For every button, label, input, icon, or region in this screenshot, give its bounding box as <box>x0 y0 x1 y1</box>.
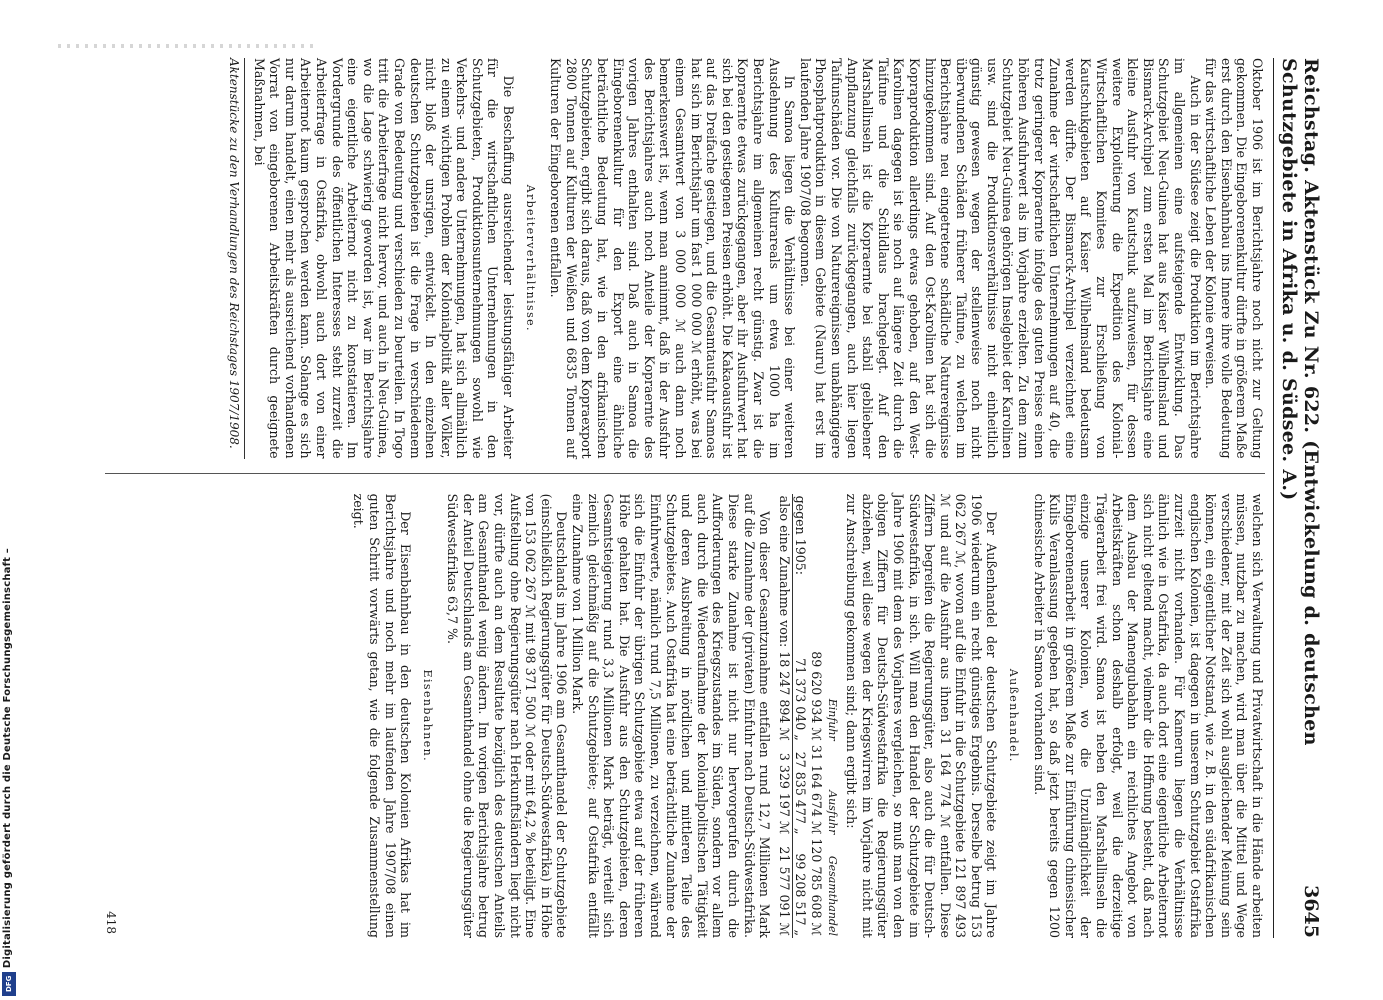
page-header <box>1273 58 1322 938</box>
table-cell: 99 208 517 „ <box>793 853 809 936</box>
page-number: 3645 <box>1300 885 1322 938</box>
table-header-cell: Ausfuhr <box>825 790 839 835</box>
table-header-row <box>824 494 840 938</box>
paragraph: Auch in der Südsee zeigt die Produktion im Berichtsjahre im allgemeinen eine aufsteigende Entwicklung. Das Schutzgebiet Neu-Guinea hat aus Kaiser Wilhelmsland und Bismarck-Archipel zum ersten Mal im Berichtsjahre eine kleine Ausfuhr von Kautschuk aufzuweisen, für dessen weitere Exploitierung die Expedition des Kolonial-Wirtschaftlichen Komitees zur Erschließung von Kautschukgebieten auf Kaiser Wilhelmsland bedeutsam werden dürfte. Der Bismarck-Archipel verzeichnet eine Zunahme der wirtschaftlichen Unternehmungen auf 40, die trotz geringerer Kopraernte infolge des guten Preises einen höheren Ausfuhrwert als im Vorjahre erzielten. Zu dem zum Schutzgebiet Neu-Guinea gehörigen Inselgebiet der Karolinen usw. sind die Produktionsverhältnisse nicht einheitlich günstig gewesen wegen der stellenweise noch nicht überwundenen Schäden früherer Taifune, zu welchen im Berichtsjahre neu eingetretene schädliche Naturereignisse hinzugekommen sind. Auf den Ost-Karolinen hat sich die Kopraproduktion allerdings etwas gehoben, auf den West-Karolinen dagegen ist sie noch auf längere Zeit durch die Taifune und die Schildlaus brachgelegt. Auf den Marshallinseln ist die Kopraernte bei stabil gebliebener Anpflanzung gleichfalls zurückgegangen, auch hier liegen Taifunschäden vor. Die von Naturereignissen unabhängigere Phosphatproduktion in diesem Gebiete (Nauru) hat erst im laufenden Jahre 1907/08 begonnen. <box>797 58 1203 459</box>
table-header-cell <box>824 494 840 650</box>
dfg-logo-icon: DFG <box>2 972 16 996</box>
table-row <box>792 494 808 938</box>
digitization-credit-strip <box>0 0 18 1000</box>
text-columns <box>105 58 1265 938</box>
table-cell <box>808 494 824 650</box>
table-row <box>776 494 792 938</box>
table-row <box>808 494 824 938</box>
table-cell: 27 835 477 „ <box>793 751 809 835</box>
right-column <box>105 494 1265 938</box>
paragraph: Oktober 1906 ist im Berichtsjahre noch nicht zur Geltung gekommen. Die Eingeborenenkultur dürfte in größerem Maße erst durch den Eisenbahnbau ins Innere ihre volle Bedeutung für das wirtschaftliche Leben der Kolonie erweisen. <box>1203 58 1265 459</box>
table-cell: 21 577 091 ℳ <box>776 836 792 938</box>
paragraph: Der Eisenbahnbau in den deutschen Kolonien Afrikas hat im Berichtsjahre und noch mehr im laufenden Jahre 1907/08 einen guten Schritt vorwärts getan, wie die folgende Zusammenstellung zeigt. <box>351 493 414 938</box>
section-heading-labor: Arbeiterverhältnisse. <box>523 184 537 332</box>
document-page <box>86 48 1326 948</box>
section-heading-trade: Außenhandel. <box>1007 668 1021 763</box>
paragraph: Deutschlands im Jahre 1906 am Gesamthandel der Schutzgebiete (einschließlich Regierungsgüter für Deutsch-Südwestafrika) in Höhe von 153 062 267 ℳ mit 98 371 500 ℳ oder mit 64,2 % beteiligt. Eine Aufstellung ohne Regierungsgüter nach Herkunftsländern liegt nicht vor, dürfte auch an dem Resultate bezüglich des deutschen Anteils am Gesamthandel wenig ändern. Im vorigen Berichtsjahre betrug der Anteil Deutschlands am Gesamthandel ohne die Regierungsgüter Südwestafrikas 63,7 %. <box>445 493 570 938</box>
footer-note: Aktenstücke zu den Verhandlungen des Reichstages 1907/1908. <box>225 58 245 459</box>
left-column <box>105 58 1265 474</box>
paragraph: Die Beschaffung ausreichender leistungsfähiger Arbeiter für die wirtschaftlichen Unternehmungen in den Schutzgebieten, Produktionsunternehmungen sowohl wie Verkehrs- und andere Unternehmungen, hat sich allmählich zu einem wichtigen Problem der Kolonialpolitik aller Völker, nicht bloß der unsrigen, entwickelt. In den einzelnen deutschen Schutzgebieten ist die Frage in verschiedenem Grade von Bedeutung und verschieden zu beurteilen. In Togo tritt die Arbeiterfrage nicht hervor, und auch in Neu-Guinea, wo die Lage schwierig geworden ist, war im Berichtsjahre eine eigentliche Arbeiternot nicht zu konstatieren. Im Vordergrunde des öffentlichen Interesses steht zurzeit die Arbeiterfrage in Ostafrika, obwohl auch dort von einer Arbeiternot kaum gesprochen werden kann. Solange es sich nur darum handelt, einen mehr als ausreichend vorhandenen Vorrat von eingeborenen Arbeitskräften durch geeignete Maßnahmen, bei <box>251 58 517 459</box>
table-cell: 120 785 608 ℳ <box>808 838 824 936</box>
table-cell: 18 247 894 ℳ <box>776 651 792 741</box>
document-page-wrapper <box>86 48 1326 948</box>
table-cell: gegen 1905: <box>793 495 809 575</box>
digitization-credit-text: Digitalisierung gefördert durch die Deutsche Forschungsgemeinschaft – <box>2 547 13 968</box>
table-header-cell: Gesamthandel <box>825 855 839 936</box>
table-cell: 3 329 197 ℳ <box>776 743 792 837</box>
trade-table <box>776 494 839 938</box>
table-cell: 31 164 674 ℳ <box>808 744 824 835</box>
paragraph: Von dieser Gesamtzunahme entfallen rund 12,7 Millionen Mark auf die Zunahme der (privaten) Einfuhr nach Deutsch-Südwestafrika. Diese starke Zunahme ist nicht nur hervorgerufen durch die Aufforderungen des Kriegszustandes im Süden, sondern vor allem auch durch die Wiederaufnahme der kolonialpolitischen Tätigkeit und deren Ausbreitung in nördlichen und mittleren Teile des Schutzgebietes. Auch Ostafrika hat eine beträchtliche Zunahme der Einfuhrwerte, nämlich rund 7,5 Millionen, zu verzeichnen, während sich die Einfuhr der übrigen Schutzgebiete etwa auf der früheren Höhe gehalten hat. Die Ausfuhr aus den Schutzgebieten, deren Gesamtsteigerung rund 3,3 Millionen Mark beträgt, verteilt sich ziemlich gleichmäßig auf die Schutzgebiete; auf Ostafrika entfällt eine Zunahme von 1 Million Mark. <box>570 493 773 938</box>
table-cell: also eine Zunahme von: <box>776 495 792 648</box>
table-header-cell: Einfuhr <box>825 698 839 741</box>
paragraph: welchen sich Verwaltung und Privatwirtschaft in die Hände arbeiten müssen, nutzbar zu machen, wird man über die Mittel und Wege verschiedener, mit der Zeit sich wohl ausgleichender Meinung sein können, ein eigentlicher Notstand, wie z. B. in den südafrikanischen englischen Kolonien, ist dagegen in unserem Schutzgebiet Ostafrika zurzeit nicht vorhanden. Für Kamerun liegen die Verhältnisse ähnlich wie in Ostafrika, da auch dort eine eigentliche Arbeiternot sich nicht geltend macht, vielmehr die Hoffnung besteht, daß nach dem Ausbau der Manengubabahn ein reichliches Angebot von Arbeitskräften schon deshalb erfolgt, weil die derzeitige Trägerarbeit frei wird. Samoa ist neben den Marshallinseln die einzige unserer Kolonien, wo die Unzulänglichkeit der Eingeborenenarbeit in größerem Maße zur Einführung chinesischer Kulis Veranlassung gegeben hat, so daß jetzt bereits gegen 1200 chinesische Arbeiter in Samoa vorhanden sind. <box>1031 493 1265 938</box>
paragraph: In Samoa liegen die Verhältnisse bei einer weiteren Ausdehnung des Kulturareals um etwa 1000 ha im Berichtsjahre im allgemeinen recht günstig. Zwar ist die Kopraernte etwas zurückgegangen, aber ihr Ausfuhrwert hat sich bei den gestiegenen Preisen erhöht. Die Kakaoausfuhr ist auf das Dreifache gestiegen, und die Gesamtausfuhr Samoas hat sich im Berichtsjahr um fast 1 000 000 ℳ erhöht, was bei einem Gesamtwert von 3 000 000 ℳ auch dann noch bemerkenswert ist, wenn man annimmt, daß in der Ausfuhr des Berichtsjahres auch noch Anteile der Kopraernte des vorigen Jahres enthalten sind. Daß auch in Samoa die Eingeborenenkultur für den Export eine ähnliche beträchtliche Bedeutung hat, wie in den afrikanischen Schutzgebieten, ergibt sich daraus, daß von dem Kopraexport 2800 Tonnen auf Kulturen der Weißen und 6835 Tonnen auf Kulturen der Eingeborenen entfallen. <box>548 58 798 459</box>
page-title: Reichstag. Aktenstück Zu Nr. 622. (Entwickelung d. deutschen Schutzgebiete in Afrika u. d. Südsee. A.) <box>1278 58 1322 746</box>
paragraph: Der Außenhandel der deutschen Schutzgebiete zeigt im Jahre 1906 wiederum ein recht günstiges Ergebnis. Derselbe betrug 153 062 267 ℳ, wovon auf die Einfuhr in die Schutzgebiete 121 897 493 ℳ und auf die Ausfuhr aus ihnen 31 164 774 ℳ entfallen. Diese Ziffern begreifen die Regierungsgüter, also auch die für Deutsch-Südwestafrika, in sich. Will man den Handel der Schutzgebiete im Jahre 1906 mit dem des Vorjahres vergleichen, so muß man von den obigen Ziffern für Deutsch-Südwestafrika die Regierungsgüter abziehen, weil diese wegen der Kriegswirren im Vorjahre nicht mit zur Anschreibung gekommen sind; dann ergibt sich: <box>844 493 1000 938</box>
section-heading-railways: Eisenbahnen. <box>420 669 434 762</box>
table-cell: 71 373 040 „ <box>793 658 809 741</box>
page-footer-number: 418 <box>104 911 118 934</box>
table-cell: 89 620 934 ℳ <box>808 651 824 741</box>
